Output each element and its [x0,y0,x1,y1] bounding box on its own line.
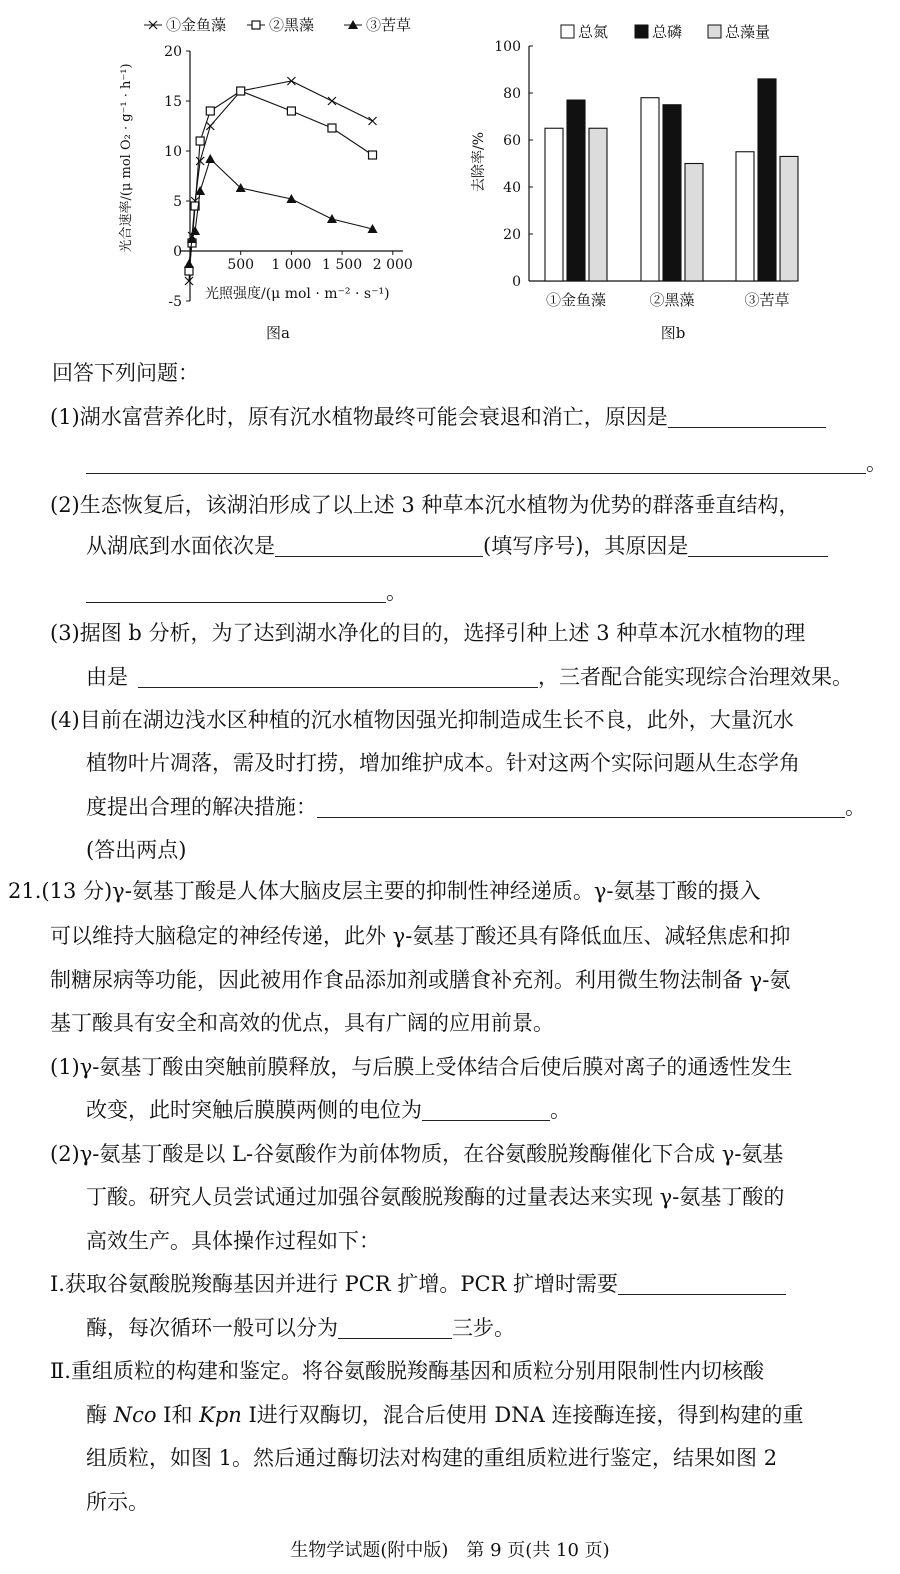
q1-period: 。 [866,451,887,475]
figure-a-y-tick-label: 20 [164,44,182,60]
figure-a-legend-label: ③苦草 [366,16,412,34]
figure-a-x-tick-label: 1 000 [271,257,312,273]
stepII-line4 [0,1487,900,1517]
figure-b-legend-swatch [561,25,574,38]
q21-line4 [0,1008,900,1038]
page-footer: 生物学试题(附中版) 第 9 页(共 10 页) [290,1540,610,1561]
figure-b-legend [561,23,770,41]
answer-prompt [0,358,900,388]
figure-a-point [185,267,193,275]
figure-b-caption: 图b [660,324,686,342]
figure-a-legend [144,16,411,34]
q2-blank-b[interactable] [688,534,828,557]
q2-period: 。 [386,580,407,604]
q4-text-1: (4)目前在湖边浅水区种植的沉水植物因强光抑制造成生长不良，此外，大量沉水 [50,708,794,732]
figure-a-point [328,97,336,105]
figure-a-x-tick-label: 500 [227,257,255,273]
q2-line1 [0,490,900,520]
q21-1-text-2a: 改变，此时突触后膜膜两侧的电位为 [86,1098,422,1122]
figure-b-bar [641,98,659,281]
enzyme-kpn: Kpn [199,1403,242,1427]
figure-b-y-tick-label: 0 [512,274,521,290]
q2-blank-c[interactable] [86,580,386,603]
figure-a-x-tick-label: 1 500 [322,257,363,273]
figure-a-x-tick-label: 2 000 [372,257,413,273]
figure-b-y-tick-label: 40 [503,180,521,196]
figure-a-y-tick-label: 15 [164,94,182,110]
stepII-text-2a: 酶 [86,1403,114,1427]
q4-line4 [0,835,900,865]
figure-a-point [328,124,336,132]
q21-line1 [0,876,900,906]
q21-text-4: 基丁酸具有安全和高效的优点，具有广阔的应用前景。 [50,1011,554,1035]
figure-a-xlabel: 光照强度/(μ mol · m⁻² · s⁻¹) [205,286,390,302]
q1-line1 [0,402,900,432]
figure-b-bar [545,128,563,281]
stepII-text-2c: Ⅰ进行双酶切，混合后使用 DNA 连接酶连接，得到构建的重 [241,1403,804,1427]
q21-1-line2 [0,1095,900,1125]
q2-line3 [0,577,900,607]
figure-a-y-tick-label: 0 [173,244,182,260]
q4-line2 [0,748,900,778]
figure-b-bar [589,128,607,281]
q4-text-3a: 度提出合理的解决措施： [86,795,317,819]
q3-text-1: (3)据图 b 分析，为了达到湖水净化的目的，选择引种上述 3 种草本沉水植物的理 [50,621,806,645]
q21-2-text-1: (2)γ-氨基丁酸是以 L-谷氨酸作为前体物质，在谷氨酸脱羧酶催化下合成 γ-氨基 [50,1142,784,1166]
q3-line2 [0,662,900,692]
figure-a-legend-marker [252,21,260,29]
q3-text-2b: ，三者配合能实现综合治理效果。 [538,665,853,689]
figure-a-point [237,87,245,95]
figure-a-point [369,151,377,159]
q1-line2 [0,448,900,478]
q2-line2 [0,531,900,561]
figure-b-category-label: ①金鱼藻 [545,291,607,309]
q4-line1 [0,705,900,735]
stepI-line2 [0,1313,900,1343]
figure-b-bar [685,164,703,282]
figure-b-y-tick-label: 80 [503,86,521,102]
q21-text-3: 制糖尿病等功能，因此被用作食品添加剂或膳食补充剂。利用微生物法制备 γ-氨 [50,968,791,992]
figure-b-bar-chart [455,0,800,350]
answer-prompt-text: 回答下列问题： [52,361,199,385]
figure-a-point [327,214,337,223]
figure-a-point [184,259,194,268]
figure-a-line-chart [100,0,440,350]
q1-blank-a[interactable] [668,405,826,428]
stepII-text-3: 组质粒，如图 1。然后通过酶切法对构建的重组质粒进行鉴定，结果如图 2 [86,1446,778,1470]
q4-text-2: 植物叶片凋落，需及时打捞，增加维护成本。针对这两个实际问题从生态学角 [86,751,800,775]
figure-a-point [287,107,295,115]
figure-a-point [196,137,204,145]
q21-1-period: 。 [550,1098,571,1122]
figure-a-y-tick-label: -5 [168,294,182,310]
figure-a-series-2 [185,87,377,275]
q21-1-text-1: (1)γ-氨基丁酸由突触前膜释放，与后膜上受体结合后使后膜对离子的通透性发生 [50,1055,793,1079]
figure-a-legend-label: ②黑藻 [269,16,315,34]
q3-text-2a: 由是 [86,665,128,689]
q21-2-line1 [0,1139,900,1169]
figure-a-point [206,107,214,115]
figure-a-series [184,77,378,285]
figure-a-point [369,117,377,125]
figure-a-series-line [189,159,373,264]
stepII-line1 [0,1356,900,1386]
figure-b-y-tick-label: 20 [503,227,521,243]
q21-1-blank[interactable] [422,1098,550,1121]
figure-b-ylabel: 去除率/% [471,131,487,193]
q2-text-1: (2)生态恢复后，该湖泊形成了以上述 3 种草本沉水植物为优势的群落垂直结构， [50,493,800,517]
stepII-text-1: Ⅱ.重组质粒的构建和鉴定。将谷氨酸脱羧酶基因和质粒分别用限制性内切核酸 [50,1359,764,1383]
stepII-text-4: 所示。 [86,1490,149,1514]
figure-a-caption: 图a [266,324,290,342]
stepI-blank-b[interactable] [338,1316,452,1339]
stepI-line1 [0,1269,900,1299]
q4-line3 [0,792,900,822]
figure-b-category-label: ③苦草 [744,291,790,309]
q2-text-2b: (填写序号)，其原因是 [483,534,689,558]
q2-blank-a[interactable] [275,534,483,557]
figure-b-category-label: ②黑藻 [649,291,695,309]
q3-blank[interactable] [138,665,538,688]
figure-a-y-tick-label: 5 [173,194,182,210]
stepI-blank-a[interactable] [618,1272,786,1295]
figure-a-point [205,154,215,163]
figure-b-legend-swatch [635,25,648,38]
figure-b-bar [567,100,585,281]
q4-period: 。 [845,795,866,819]
figure-a-y-tick-label: 10 [164,144,182,160]
q3-line1 [0,618,900,648]
figure-a-point [206,122,214,130]
q4-text-4: (答出两点) [86,838,187,862]
q21-line3 [0,965,900,995]
figure-b-y-tick-label: 100 [494,39,521,55]
figure-b-y-tick-label: 60 [503,133,521,149]
stepII-line3 [0,1443,900,1473]
q1-text: (1)湖水富营养化时，原有沉水植物最终可能会衰退和消亡，原因是 [50,405,668,429]
stepI-text-2a: 酶，每次循环一般可以分为 [86,1316,338,1340]
stepI-text-1: Ⅰ.获取谷氨酸脱羧酶基因并进行 PCR 扩增。PCR 扩增时需要 [50,1272,619,1296]
figure-b-legend-label: 总磷 [652,23,683,41]
figure-b-bar [758,79,776,281]
q21-line2 [0,921,900,951]
q21-2-line2 [0,1182,900,1212]
figure-b-bars [545,79,798,281]
q21-2-text-2: 丁酸。研究人员尝试通过加强谷氨酸脱羧酶的过量表达来实现 γ-氨基丁酸的 [86,1185,785,1209]
figure-b-legend-label: 总氮 [578,23,609,41]
figure-a-legend-label: ①金鱼藻 [166,16,227,34]
q2-text-2a: 从湖底到水面依次是 [86,534,275,558]
figure-b-legend-swatch [708,25,721,38]
q21-2-line3 [0,1226,900,1256]
figure-b-bar [663,105,681,281]
q21-1-line1 [0,1052,900,1082]
q4-blank[interactable] [317,795,845,818]
figure-b-legend-label: 总藻量 [725,23,771,41]
q1-blank-b[interactable] [86,451,866,474]
q21-2-text-3: 高效生产。具体操作过程如下： [86,1229,380,1253]
stepI-text-2b: 三步。 [452,1316,515,1340]
figure-b-bar [736,152,754,281]
q21-text-2: 可以维持大脑稳定的神经传递，此外 γ-氨基丁酸还具有降低血压、减轻焦虑和抑 [50,924,791,948]
figure-b-bar [780,156,798,281]
figure-a-point [190,226,200,235]
figure-a-ylabel: 光合速率/(μ mol O₂ · g⁻¹ · h⁻¹) [119,63,134,253]
enzyme-nco: Nco [113,1403,157,1427]
stepII-line2 [0,1400,900,1430]
q21-text-1: 21.(13 分)γ-氨基丁酸是人体大脑皮层主要的抑制性神经递质。γ-氨基丁酸的摄入 [8,879,761,903]
stepII-text-2b: Ⅰ和 [156,1403,200,1427]
